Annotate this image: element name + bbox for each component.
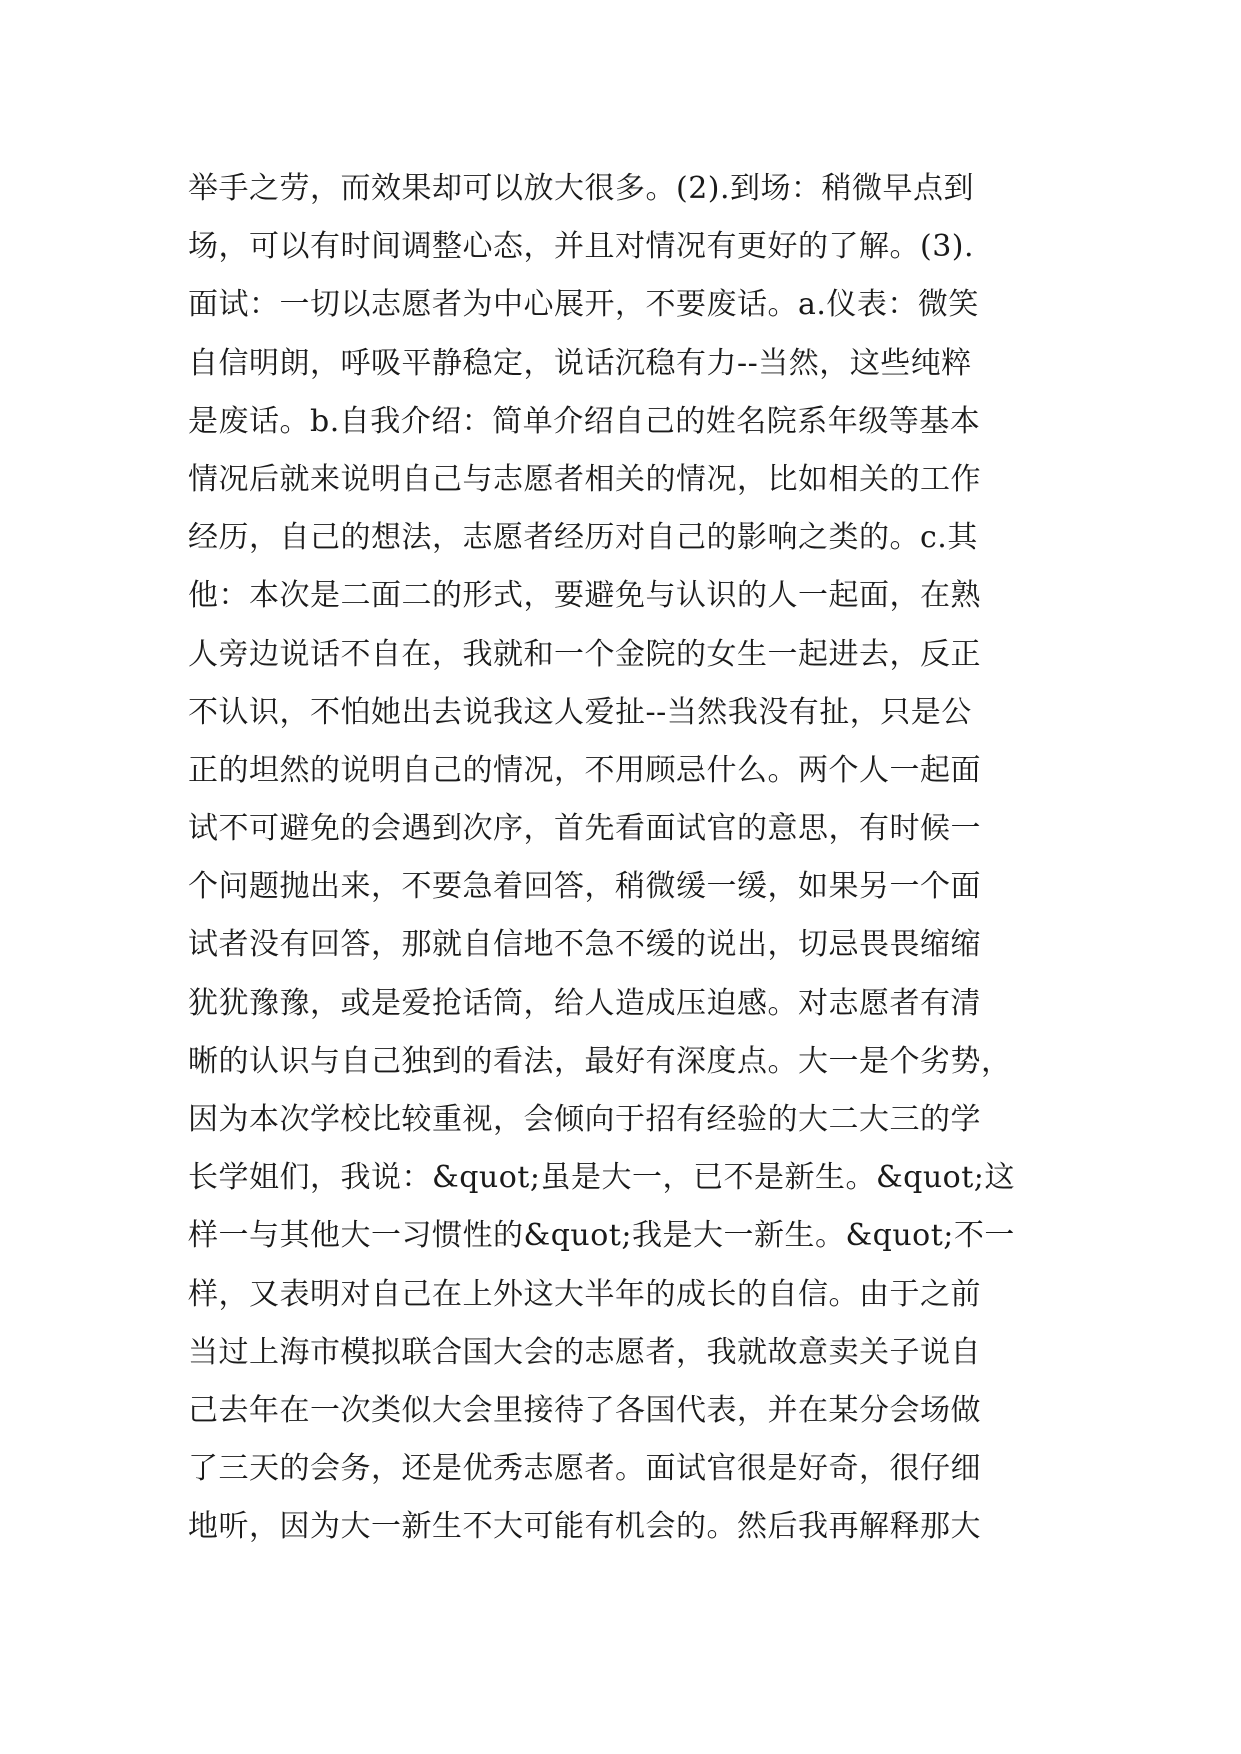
text-line: 晰的认识与自己独到的看法，最好有深度点。大一是个劣势， (188, 1043, 1012, 1079)
text-line: 了三天的会务，还是优秀志愿者。面试官很是好奇，很仔细 (188, 1451, 981, 1487)
text-line: 经历，自己的想法，志愿者经历对自己的影响之类的。c.其 (188, 520, 978, 556)
text-line: 试不可避免的会遇到次序，首先看面试官的意思，有时候一 (188, 811, 981, 847)
text-line: 样一与其他大一习惯性的&quot;我是大一新生。&quot;不一 (188, 1218, 1015, 1254)
text-line: 己去年在一次类似大会里接待了各国代表，并在某分会场做 (188, 1392, 981, 1428)
text-line: 情况后就来说明自己与志愿者相关的情况，比如相关的工作 (188, 461, 981, 497)
text-line: 面试：一切以志愿者为中心展开，不要废话。a.仪表：微笑 (188, 287, 979, 323)
text-line: 样，又表明对自己在上外这大半年的成长的自信。由于之前 (188, 1276, 981, 1312)
text-line: 场，可以有时间调整心态，并且对情况有更好的了解。(3). (188, 229, 975, 265)
text-line: 当过上海市模拟联合国大会的志愿者，我就故意卖关子说自 (188, 1334, 981, 1370)
text-line: 是废话。b.自我介绍：简单介绍自己的姓名院系年级等基本 (188, 403, 981, 439)
text-line: 人旁边说话不自在，我就和一个金院的女生一起进去，反正 (188, 636, 981, 672)
text-line: 正的坦然的说明自己的情况，不用顾忌什么。两个人一起面 (188, 752, 981, 788)
text-line: 试者没有回答，那就自信地不急不缓的说出，切忌畏畏缩缩 (188, 927, 981, 963)
text-line: 长学姐们，我说：&quot;虽是大一，已不是新生。&quot;这 (188, 1160, 1015, 1196)
body-text (188, 160, 1068, 1557)
text-line: 举手之劳，而效果却可以放大很多。(2).到场：稍微早点到 (188, 171, 975, 206)
text-line: 自信明朗，呼吸平静稳定，说话沉稳有力--当然，这些纯粹 (188, 345, 972, 381)
text-line: 个问题抛出来，不要急着回答，稍微缓一缓，如果另一个面 (188, 869, 981, 905)
text-line: 犹犹豫豫，或是爱抢话筒，给人造成压迫感。对志愿者有清 (188, 985, 981, 1021)
text-line: 地听，因为大一新生不大可能有机会的。然后我再解释那大 (188, 1509, 981, 1545)
text-line: 他：本次是二面二的形式，要避免与认识的人一起面，在熟 (188, 578, 981, 614)
text-line: 因为本次学校比较重视，会倾向于招有经验的大二大三的学 (188, 1102, 981, 1137)
text-line: 不认识，不怕她出去说我这人爱扯--当然我没有扯，只是公 (188, 694, 972, 730)
